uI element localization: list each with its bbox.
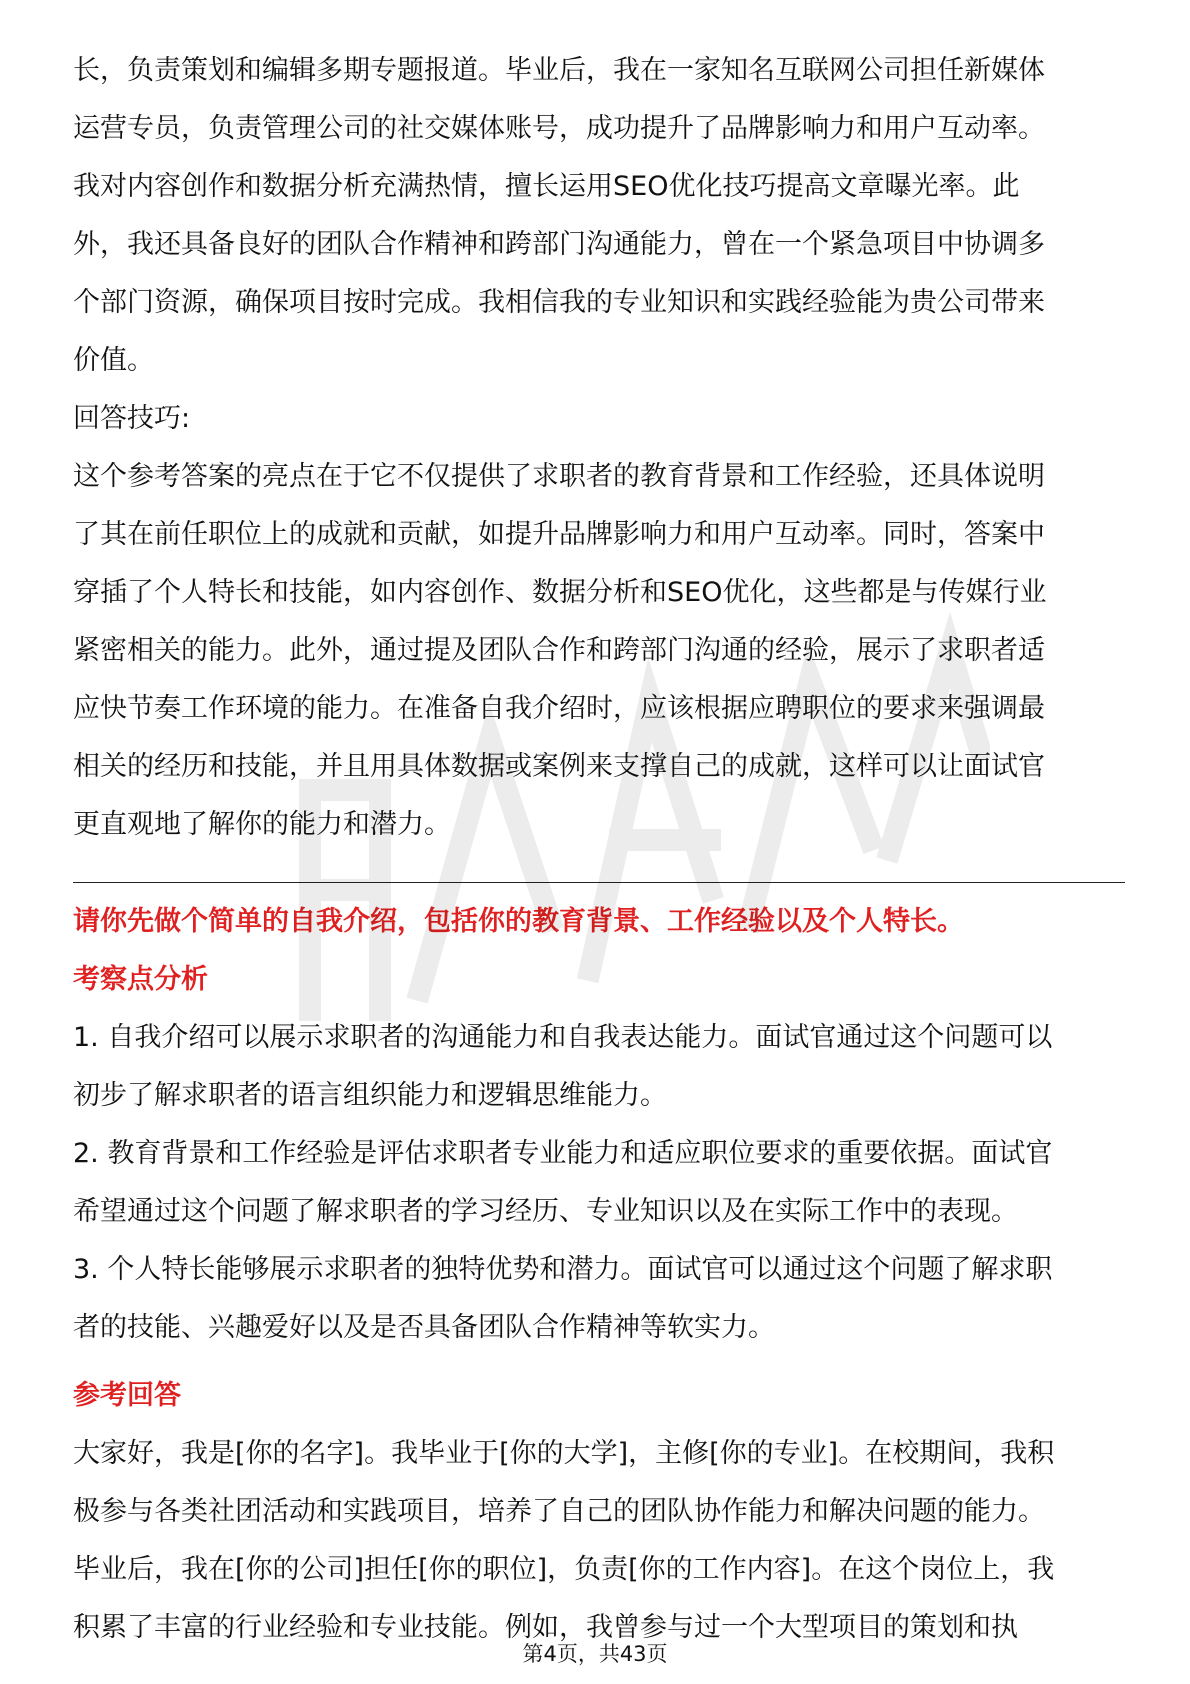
tips-paragraph (73, 448, 1125, 854)
section-gap (73, 1357, 1125, 1367)
paragraph-line: 者的技能、兴趣爱好以及是否具备团队合作精神等软实力。 (73, 1312, 775, 1343)
paragraph-line: 1. 自我介绍可以展示求职者的沟通能力和自我表达能力。面试官通过这个问题可以 (73, 1022, 1053, 1053)
paragraph-line: 穿插了个人特长和技能，如内容创作、数据分析和SEO优化，这些都是与传媒行业 (73, 577, 1047, 608)
page-footer: 第4页，共43页 (522, 1642, 668, 1666)
analysis-point-2 (73, 1125, 1125, 1241)
paragraph-line: 更直观地了解你的能力和潜力。 (73, 809, 451, 840)
intro-paragraph (73, 42, 1125, 390)
page-content (73, 42, 1125, 1657)
paragraph-line: 极参与各类社团活动和实践项目，培养了自己的团队协作能力和解决问题的能力。 (73, 1496, 1045, 1527)
paragraph-line: 紧密相关的能力。此外，通过提及团队合作和跨部门沟通的经验，展示了求职者适 (73, 635, 1045, 666)
paragraph-line: 相关的经历和技能，并且用具体数据或案例来支撑自己的成就，这样可以让面试官 (73, 751, 1045, 782)
paragraph-line: 外，我还具备良好的团队合作精神和跨部门沟通能力，曾在一个紧急项目中协调多 (73, 229, 1045, 260)
reference-title: 参考回答 (73, 1380, 181, 1411)
paragraph-line: 2. 教育背景和工作经验是评估求职者专业能力和适应职位要求的重要依据。面试官 (73, 1138, 1053, 1169)
question-heading: 请你先做个简单的自我介绍，包括你的教育背景、工作经验以及个人特长。 (73, 906, 964, 937)
tips-label: 回答技巧: (73, 403, 191, 434)
paragraph-line: 价值。 (73, 345, 154, 376)
paragraph-line: 初步了解求职者的语言组织能力和逻辑思维能力。 (73, 1080, 667, 1111)
paragraph-line: 长，负责策划和编辑多期专题报道。毕业后，我在一家知名互联网公司担任新媒体 (73, 55, 1045, 86)
reference-paragraph (73, 1425, 1125, 1657)
paragraph-line: 毕业后，我在[你的公司]担任[你的职位]，负责[你的工作内容]。在这个岗位上，我 (73, 1554, 1055, 1585)
analysis-point-1 (73, 1009, 1125, 1125)
analysis-title: 考察点分析 (73, 964, 208, 995)
paragraph-line: 运营专员，负责管理公司的社交媒体账号，成功提升了品牌影响力和用户互动率。 (73, 113, 1045, 144)
paragraph-line: 了其在前任职位上的成就和贡献，如提升品牌影响力和用户互动率。同时，答案中 (73, 519, 1045, 550)
paragraph-line: 希望通过这个问题了解求职者的学习经历、专业知识以及在实际工作中的表现。 (73, 1196, 1018, 1227)
paragraph-line: 大家好，我是[你的名字]。我毕业于[你的大学]，主修[你的专业]。在校期间，我积 (73, 1438, 1055, 1469)
paragraph-line: 我对内容创作和数据分析充满热情，擅长运用SEO优化技巧提高文章曝光率。此 (73, 171, 1020, 202)
paragraph-line: 积累了丰富的行业经验和专业技能。例如，我曾参与过一个大型项目的策划和执 (73, 1612, 1018, 1643)
paragraph-line: 个部门资源，确保项目按时完成。我相信我的专业知识和实践经验能为贵公司带来 (73, 287, 1045, 318)
paragraph-line: 3. 个人特长能够展示求职者的独特优势和潜力。面试官可以通过这个问题了解求职 (73, 1254, 1053, 1285)
paragraph-line: 这个参考答案的亮点在于它不仅提供了求职者的教育背景和工作经验，还具体说明 (73, 461, 1045, 492)
analysis-point-3 (73, 1241, 1125, 1357)
paragraph-line: 应快节奏工作环境的能力。在准备自我介绍时，应该根据应聘职位的要求来强调最 (73, 693, 1045, 724)
section-divider (73, 882, 1125, 883)
